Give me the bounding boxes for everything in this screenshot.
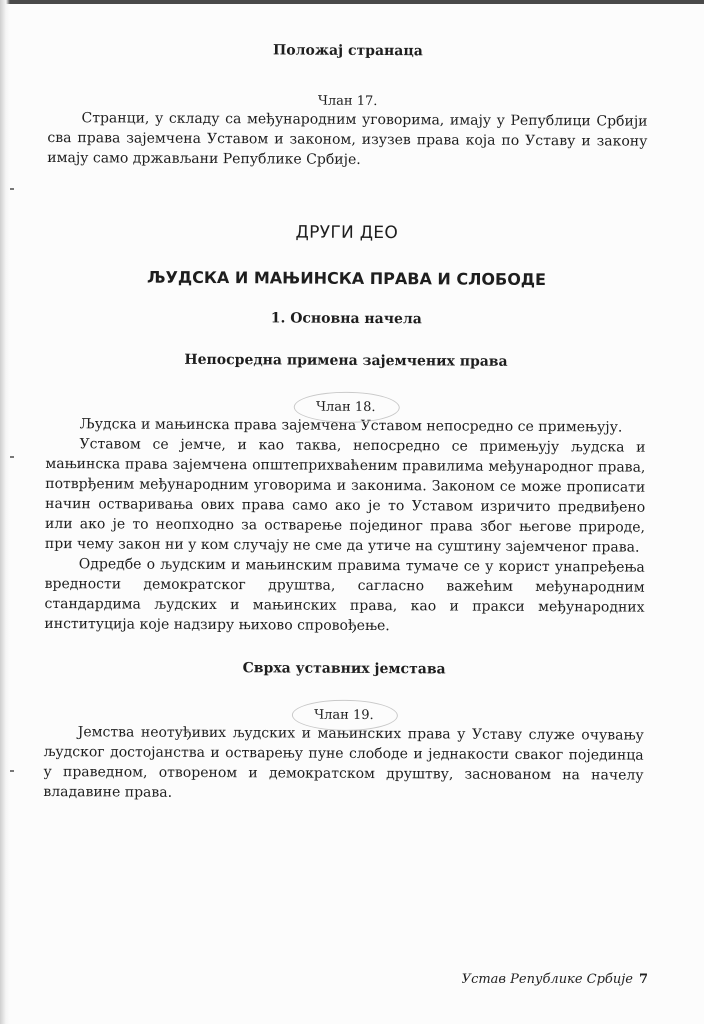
article-17-paragraph: Странци, у складу са међународним уговорима, имају у Републици Србији сва права зајемчена Уставом и законом, изузев права која по Уставу и закону имају само држављани Републике Србије. bbox=[47, 110, 648, 168]
article-18-paragraph-2: Уставом се јемче, и као таква, непосредно се примењују људска и мањинска права зајемчена општеприхваћеним правилима међународног права, потврђеним међународним уговорима и законима. Законом се може прописати начин остваривања ових права само ако је то Уставом изричито предвиђено или ако је то неопходно за остварење појединог права због његове природе, при чему закон ни у ком случају не сме да утиче на суштину зајемченог права. bbox=[44, 436, 646, 556]
binding-shadow bbox=[0, 0, 10, 1024]
article-17-number: Члан 17. bbox=[317, 93, 378, 110]
article-17-heading: Положај странаца bbox=[273, 42, 423, 60]
article-19-heading: Сврха уставних јемстава bbox=[242, 660, 446, 678]
page-content bbox=[43, 40, 648, 806]
part-title: ДРУГИ ДЕО bbox=[295, 222, 399, 244]
page-top-edge bbox=[0, 0, 704, 4]
article-19-paragraph: Јемства неотуђивих људских и мањинских права у Уставу служе очувању људског достојанства и остварењу пуне слободе и једнакости сваког појединца у праведном, отвореном и демократском друштву, заснованом на начелу владавине права. bbox=[43, 724, 644, 801]
margin-mark bbox=[10, 770, 14, 772]
article-18-paragraph-3: Одредбе о људским и мањинским правима тумаче се у корист унапређења вредности демократског друштва, сагласно важећим међународним стандардима људских и мањинских права, као и пракси међународних институција које надзиру њихово спровођење. bbox=[44, 556, 645, 635]
chapter-title: ЉУДСКА И МАЊИНСКА ПРАВА И СЛОБОДЕ bbox=[147, 267, 547, 290]
section-title: 1. Основна начела bbox=[270, 310, 422, 328]
article-18-paragraph-1: Људска и мањинска права зајемчена Уставом непосредно се примењују. bbox=[79, 416, 623, 436]
page-footer bbox=[462, 972, 648, 987]
margin-mark bbox=[10, 188, 14, 190]
footer-title: Устав Републике Србије bbox=[461, 972, 633, 987]
article-18-number: Члан 18. bbox=[315, 399, 376, 416]
margin-mark bbox=[10, 456, 14, 458]
page-number: 7 bbox=[638, 972, 648, 987]
article-19-number: Члан 19. bbox=[314, 707, 374, 724]
article-18-heading: Непосредна примена зајемчених права bbox=[184, 351, 508, 370]
